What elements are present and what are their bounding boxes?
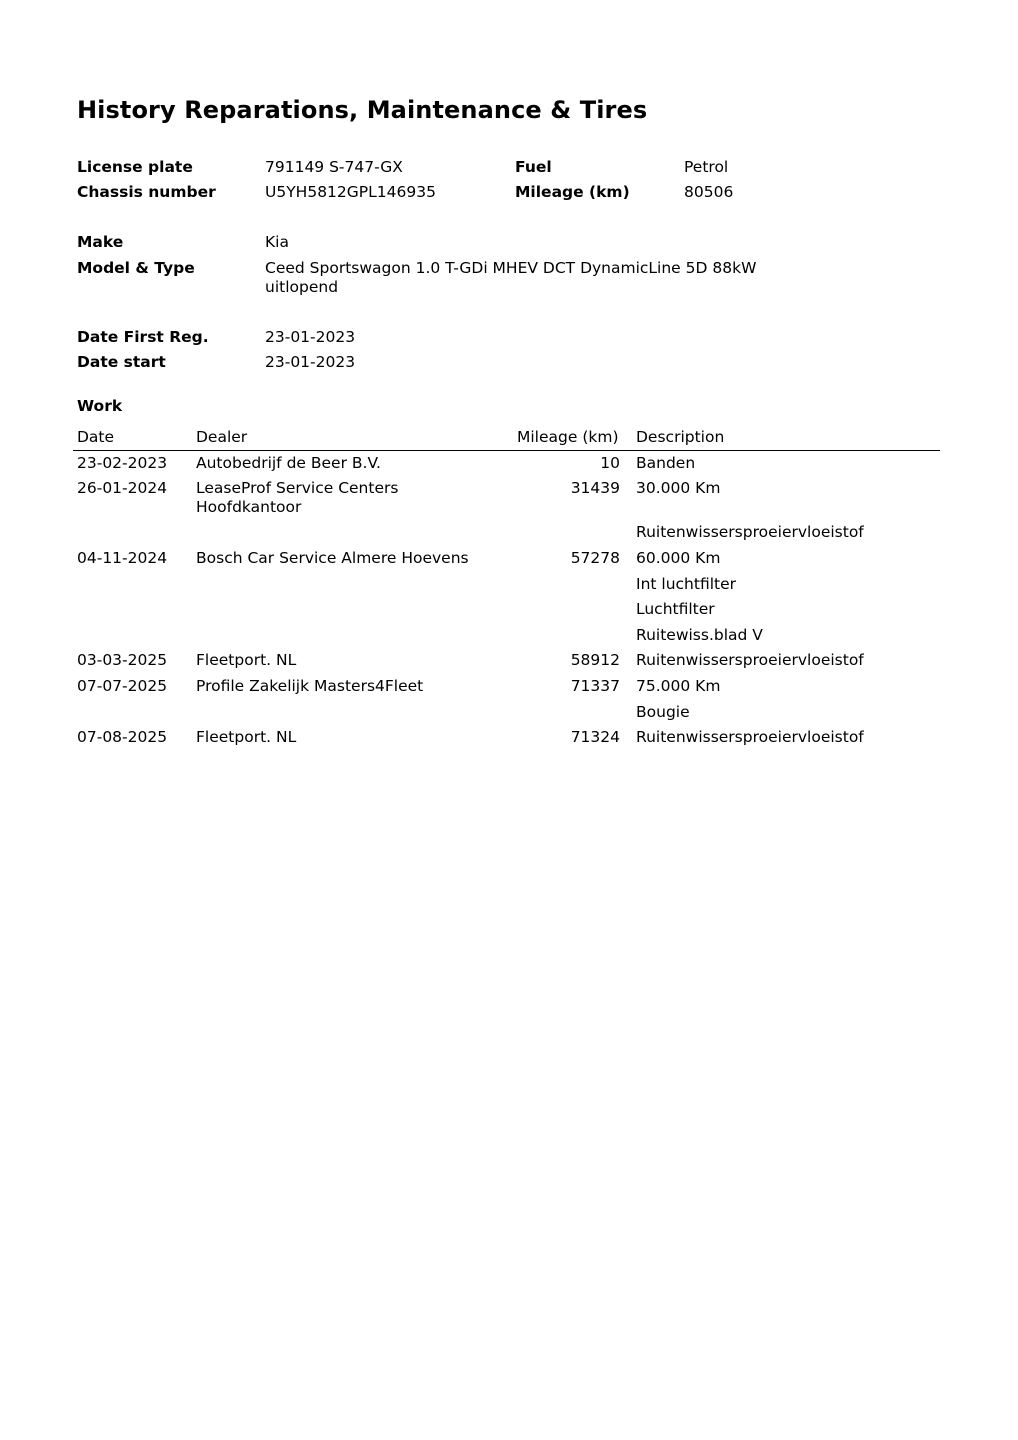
date-start-label: Date start bbox=[77, 353, 166, 371]
fuel-label: Fuel bbox=[515, 158, 552, 176]
column-header-mileage: Mileage (km) bbox=[517, 428, 619, 446]
chassis-value: U5YH5812GPL146935 bbox=[265, 183, 436, 201]
row-description: Banden bbox=[636, 454, 696, 472]
row-dealer: Fleetport. NL bbox=[196, 651, 297, 669]
first-reg-value: 23-01-2023 bbox=[265, 328, 356, 346]
row-mileage: 10 bbox=[600, 454, 620, 472]
row-date: 07-07-2025 bbox=[77, 677, 168, 695]
row-date: 03-03-2025 bbox=[77, 651, 168, 669]
model-type-value-line2: uitlopend bbox=[265, 278, 339, 296]
row-date: 26-01-2024 bbox=[77, 479, 168, 497]
first-reg-label: Date First Reg. bbox=[77, 328, 209, 346]
row-dealer-line2: Hoofdkantoor bbox=[196, 498, 302, 516]
row-description: 75.000 Km bbox=[636, 677, 721, 695]
mileage-value: 80506 bbox=[684, 183, 734, 201]
row-mileage: 58912 bbox=[570, 651, 620, 669]
row-mileage: 71337 bbox=[570, 677, 620, 695]
row-mileage: 31439 bbox=[570, 479, 620, 497]
row-description: 30.000 Km bbox=[636, 479, 721, 497]
row-date: 23-02-2023 bbox=[77, 454, 168, 472]
row-description: 60.000 Km bbox=[636, 549, 721, 567]
row-description: Luchtfilter bbox=[636, 600, 715, 618]
row-dealer: Fleetport. NL bbox=[196, 728, 297, 746]
license-plate-label: License plate bbox=[77, 158, 193, 176]
chassis-label: Chassis number bbox=[77, 183, 216, 201]
make-value: Kia bbox=[265, 233, 289, 251]
row-description: Bougie bbox=[636, 703, 690, 721]
model-type-value-line1: Ceed Sportswagon 1.0 T-GDi MHEV DCT DynamicLine 5D 88kW bbox=[265, 259, 757, 277]
row-description: Int luchtfilter bbox=[636, 575, 737, 593]
row-description: Ruitewiss.blad V bbox=[636, 626, 763, 644]
row-description: Ruitenwissersproeiervloeistof bbox=[636, 728, 864, 746]
row-dealer: Bosch Car Service Almere Hoevens bbox=[196, 549, 469, 567]
row-dealer: LeaseProf Service Centers bbox=[196, 479, 399, 497]
row-date: 04-11-2024 bbox=[77, 549, 168, 567]
column-header-description: Description bbox=[636, 428, 725, 446]
row-mileage: 57278 bbox=[570, 549, 620, 567]
mileage-label: Mileage (km) bbox=[515, 183, 630, 201]
row-dealer: Profile Zakelijk Masters4Fleet bbox=[196, 677, 424, 695]
row-date: 07-08-2025 bbox=[77, 728, 168, 746]
row-description: Ruitenwissersproeiervloeistof bbox=[636, 651, 864, 669]
date-start-value: 23-01-2023 bbox=[265, 353, 356, 371]
page-title: History Reparations, Maintenance & Tires bbox=[77, 96, 648, 124]
row-description: Ruitenwissersproeiervloeistof bbox=[636, 523, 864, 541]
column-header-dealer: Dealer bbox=[196, 428, 248, 446]
model-type-label: Model & Type bbox=[77, 259, 195, 277]
make-label: Make bbox=[77, 233, 124, 251]
row-dealer: Autobedrijf de Beer B.V. bbox=[196, 454, 381, 472]
work-heading: Work bbox=[77, 397, 123, 415]
row-mileage: 71324 bbox=[570, 728, 620, 746]
license-plate-value: 791149 S-747-GX bbox=[265, 158, 403, 176]
table-header-rule bbox=[73, 450, 940, 451]
fuel-value: Petrol bbox=[684, 158, 729, 176]
column-header-date: Date bbox=[77, 428, 115, 446]
